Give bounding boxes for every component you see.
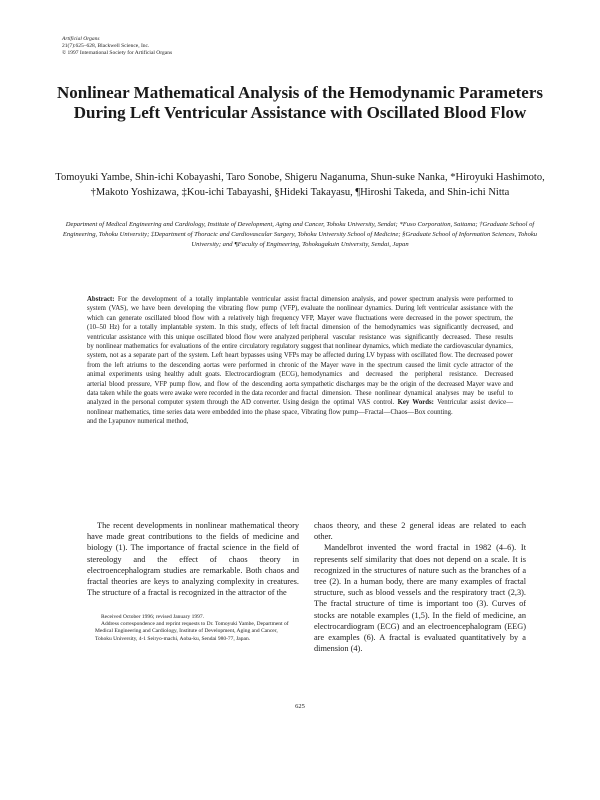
copyright-line: © 1997 International Society for Artificial Organs <box>62 50 173 56</box>
journal-name: Artificial Organs <box>62 36 100 42</box>
received-note: Received October 1996; revised January 1997. <box>101 614 204 620</box>
correspondence-note: Address correspondence and reprint requests to Dr. Tomoyuki Yambe, Department of Medical Engineering and Cardiology, Institute of Development, Aging and Cancer, Tohoku University, 4-1 Seiryo-machi, Aoba-ku, Sendai 980-77, Japan. <box>95 621 289 642</box>
intro-continuation: chaos theory, and these 2 general ideas are related to each other. <box>314 521 526 542</box>
abstract-left-text: For the development of a totally implantable ventricular assist system (VAS), we have been developing the vibrating flow pump (VFP), which can generate oscillated blood flow with a relatively high frequency (10–50 Hz) for a totally implantable system. In this study, effects of left ventricular assistance with this unique oscillated blood flow were analyzed by nonlinear mathematics for evaluations of the entire circulatory regulatory system, not as a separate part of the system. Left heart bypasses using VFPs from the left atriums to the descending aortas were performed in chronic animal experiments using healthy adult goats. Electrocardiogram (ECG), arterial blood pressure, VFP pump flow, and flow of the descending aorta data taken while the goats were awake were recorded in the data recorder and analyzed in the personal computer system through the AD converter. Using nonlinear mathematics, time series data were embedded into the phase space, and the Lyapunov numerical method, <box>87 296 300 426</box>
affiliations: Department of Medical Engineering and Cardiology, Institute of Development, Aging and Cancer, Tohoku University, Sendai; *Fuso Corporation, Saitama; †Graduate School of Engineering, Tohoku University; ‡Department of Thoracic and Cardiovascular Surgery, Tohoku University School of Medicine; §Graduate School of Information Sciences, Tohoku University; and ¶Faculty of Engineering, Tohokugakuin University, Sendai, Japan <box>62 221 538 249</box>
abstract-label: Abstract: <box>87 296 115 303</box>
volume-line: 21(7):625–628, Blackwell Science, Inc. <box>62 43 150 49</box>
keywords-label: Key Words: <box>397 399 434 407</box>
body-right-column <box>314 520 526 654</box>
abstract-right-text: fractal dimension analysis, and power spectrum analysis were performed to evaluate the nonlinear dynamics. During left ventricular assistance with the VFP, Mayer wave fluctuations were decreased in the power spectrum, the fractal dimension of the hemodynamics was significantly decreased, and peripheral vascular resistance was significantly decreased. These results suggest that nonlinear dynamics, which mediate the cardiovascular dynamics, may be affected during LV bypass with oscillated flow. The decreased power of the Mayer wave in the spectrum caused the limit cycle attractor of the hemodynamics and decreased the peripheral resistance. Decreased sympathetic discharges may be the origin of the decreased Mayer wave and fractal dimension. These nonlinear dynamical analyses may be useful to design the optimal VAS control. <box>301 296 513 407</box>
paper-title: Nonlinear Mathematical Analysis of the Hemodynamic Parameters During Left Ventricular Assistance with Oscillated Blood Flow <box>56 83 543 122</box>
abstract-left-column <box>87 295 299 427</box>
author-list: Tomoyuki Yambe, Shin-ichi Kobayashi, Taro Sonobe, Shigeru Naganuma, Shun-suke Nanka, *Hiroyuki Hashimoto, †Makoto Yoshizawa, ‡Kou-ichi Tabayashi, §Hideki Takayasu, ¶Hiroshi Takeda, and Shin-ichi Nitta <box>55 172 545 198</box>
intro-paragraph: The recent developments in nonlinear mathematical theory have made great contributions to the fields of medicine and biology (1). The importance of fractal science in the field of stereology and the effect of chaos theory in electroencephalogram studies are remarkable. Both chaos and fractal theories are keys to analyzing complexity in creatures. The structure of a fractal is recognized in the attractor of the <box>87 521 299 598</box>
journal-masthead <box>62 36 172 57</box>
fractal-paragraph: Mandelbrot invented the word fractal in 1982 (4–6). It represents self similarity that does not depend on a scale. It is recognized in the structures of nature such as the branches of a tree (2). In a human body, there are many examples of fractal structure, such as blood vessels and the respiratory tract (2,3). The fractal structure of time is important too (3). Curves of stocks are notable examples (1,5). In the field of medicine, an electrocardiogram (ECG) and an electroencephalogram (EEG) are examples (6). A fractal is evaluated quantitatively by a dimension (4). <box>314 543 526 654</box>
abstract-right-column <box>301 295 513 417</box>
keywords: Ventricular assist device—Vibrating flow pump—Fractal—Chaos—Box counting. <box>301 399 513 416</box>
page-number: 625 <box>295 703 305 710</box>
footnote <box>95 614 295 643</box>
body-left-column <box>87 520 299 598</box>
